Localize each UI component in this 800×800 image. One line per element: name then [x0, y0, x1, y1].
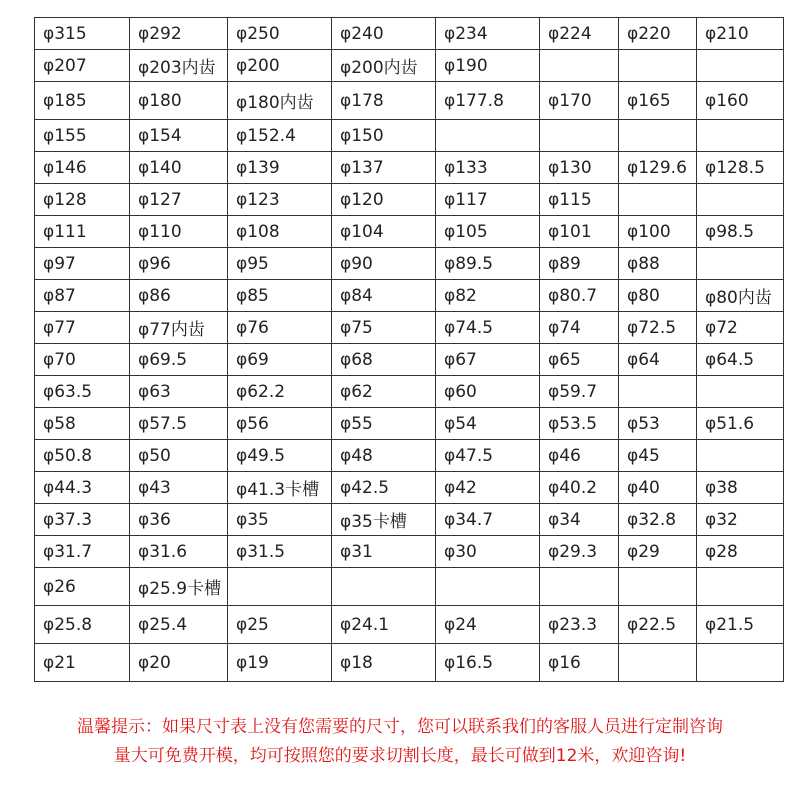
table-cell: φ76	[228, 312, 332, 344]
table-cell: φ203内齿	[130, 50, 228, 82]
table-row	[35, 376, 784, 408]
table-cell: φ36	[130, 504, 228, 536]
table-cell: φ60	[436, 376, 540, 408]
table-cell: φ67	[436, 344, 540, 376]
table-row	[35, 248, 784, 280]
table-cell: φ44.3	[35, 472, 130, 504]
table-cell: φ28	[697, 536, 784, 568]
table-cell: φ41.3卡槽	[228, 472, 332, 504]
table-cell: φ185	[35, 82, 130, 120]
table-cell: φ64.5	[697, 344, 784, 376]
table-cell: φ42.5	[332, 472, 436, 504]
table-cell: φ23.3	[540, 606, 619, 644]
table-cell	[619, 376, 697, 408]
table-cell: φ220	[619, 18, 697, 50]
table-cell: φ105	[436, 216, 540, 248]
size-table	[34, 17, 784, 682]
table-cell	[619, 184, 697, 216]
table-cell: φ34	[540, 504, 619, 536]
table-cell: φ210	[697, 18, 784, 50]
table-cell: φ95	[228, 248, 332, 280]
table-cell: φ47.5	[436, 440, 540, 472]
table-row	[35, 440, 784, 472]
table-cell: φ224	[540, 18, 619, 50]
table-cell: φ31.6	[130, 536, 228, 568]
table-cell: φ80	[619, 280, 697, 312]
table-row	[35, 184, 784, 216]
table-cell: φ155	[35, 120, 130, 152]
table-cell: φ150	[332, 120, 436, 152]
table-cell: φ65	[540, 344, 619, 376]
table-cell: φ29	[619, 536, 697, 568]
table-cell	[697, 568, 784, 606]
table-cell: φ21.5	[697, 606, 784, 644]
table-cell: φ63	[130, 376, 228, 408]
table-cell: φ96	[130, 248, 228, 280]
table-cell: φ32.8	[619, 504, 697, 536]
table-cell: φ64	[619, 344, 697, 376]
table-cell: φ74	[540, 312, 619, 344]
table-cell: φ133	[436, 152, 540, 184]
table-cell: φ250	[228, 18, 332, 50]
table-cell: φ68	[332, 344, 436, 376]
table-cell: φ86	[130, 280, 228, 312]
table-cell: φ89	[540, 248, 619, 280]
table-cell: φ58	[35, 408, 130, 440]
table-cell	[697, 184, 784, 216]
table-cell	[697, 120, 784, 152]
table-cell: φ80.7	[540, 280, 619, 312]
table-cell: φ32	[697, 504, 784, 536]
table-cell: φ101	[540, 216, 619, 248]
table-cell: φ16	[540, 644, 619, 682]
table-cell: φ69	[228, 344, 332, 376]
table-cell: φ120	[332, 184, 436, 216]
table-row	[35, 50, 784, 82]
table-cell: φ46	[540, 440, 619, 472]
table-cell: φ77内齿	[130, 312, 228, 344]
table-cell: φ77	[35, 312, 130, 344]
table-cell: φ34.7	[436, 504, 540, 536]
table-cell: φ111	[35, 216, 130, 248]
table-cell	[436, 120, 540, 152]
table-row	[35, 120, 784, 152]
table-cell: φ207	[35, 50, 130, 82]
table-cell: φ31	[332, 536, 436, 568]
table-cell	[619, 50, 697, 82]
table-cell: φ16.5	[436, 644, 540, 682]
table-cell: φ63.5	[35, 376, 130, 408]
table-cell	[540, 120, 619, 152]
table-cell	[619, 568, 697, 606]
table-cell: φ53	[619, 408, 697, 440]
table-cell: φ29.3	[540, 536, 619, 568]
table-cell: φ128	[35, 184, 130, 216]
notice-line-2: 量大可免费开模，均可按照您的要求切割长度，最长可做到12米，欢迎咨询!	[113, 746, 687, 766]
table-cell: φ37.3	[35, 504, 130, 536]
table-cell: φ292	[130, 18, 228, 50]
table-cell	[697, 50, 784, 82]
table-cell: φ234	[436, 18, 540, 50]
table-cell: φ19	[228, 644, 332, 682]
table-cell: φ50	[130, 440, 228, 472]
table-cell: φ89.5	[436, 248, 540, 280]
table-cell	[436, 568, 540, 606]
table-cell: φ69.5	[130, 344, 228, 376]
table-cell: φ190	[436, 50, 540, 82]
table-cell: φ72.5	[619, 312, 697, 344]
table-cell: φ62	[332, 376, 436, 408]
table-row	[35, 312, 784, 344]
table-cell: φ84	[332, 280, 436, 312]
table-cell: φ62.2	[228, 376, 332, 408]
table-cell: φ127	[130, 184, 228, 216]
table-cell: φ25	[228, 606, 332, 644]
table-cell: φ56	[228, 408, 332, 440]
table-cell: φ31.5	[228, 536, 332, 568]
table-cell: φ53.5	[540, 408, 619, 440]
table-cell: φ35卡槽	[332, 504, 436, 536]
table-cell: φ123	[228, 184, 332, 216]
table-cell: φ82	[436, 280, 540, 312]
table-cell: φ24.1	[332, 606, 436, 644]
notice-line-1: 温馨提示：如果尺寸表上没有您需要的尺寸，您可以联系我们的客服人员进行定制咨询	[77, 717, 723, 737]
table-cell: φ24	[436, 606, 540, 644]
table-cell: φ25.9卡槽	[130, 568, 228, 606]
table-cell: φ140	[130, 152, 228, 184]
table-row	[35, 536, 784, 568]
table-cell: φ104	[332, 216, 436, 248]
table-cell: φ180内齿	[228, 82, 332, 120]
table-cell: φ128.5	[697, 152, 784, 184]
table-cell: φ130	[540, 152, 619, 184]
table-cell: φ129.6	[619, 152, 697, 184]
table-cell: φ25.4	[130, 606, 228, 644]
table-cell: φ108	[228, 216, 332, 248]
table-cell	[697, 440, 784, 472]
table-cell	[540, 50, 619, 82]
table-row	[35, 82, 784, 120]
table-cell	[697, 248, 784, 280]
table-cell: φ70	[35, 344, 130, 376]
table-cell	[619, 644, 697, 682]
table-cell: φ25.8	[35, 606, 130, 644]
table-cell: φ48	[332, 440, 436, 472]
table-cell: φ22.5	[619, 606, 697, 644]
table-cell: φ137	[332, 152, 436, 184]
table-cell: φ97	[35, 248, 130, 280]
table-cell	[619, 120, 697, 152]
table-cell: φ20	[130, 644, 228, 682]
table-cell: φ38	[697, 472, 784, 504]
table-cell: φ55	[332, 408, 436, 440]
table-cell	[697, 644, 784, 682]
table-cell: φ177.8	[436, 82, 540, 120]
table-cell: φ49.5	[228, 440, 332, 472]
table-cell: φ170	[540, 82, 619, 120]
table-cell: φ240	[332, 18, 436, 50]
table-cell: φ85	[228, 280, 332, 312]
table-cell: φ154	[130, 120, 228, 152]
table-cell: φ178	[332, 82, 436, 120]
table-cell: φ75	[332, 312, 436, 344]
table-row	[35, 644, 784, 682]
table-cell: φ18	[332, 644, 436, 682]
table-cell: φ72	[697, 312, 784, 344]
table-cell: φ160	[697, 82, 784, 120]
table-cell: φ110	[130, 216, 228, 248]
table-row	[35, 152, 784, 184]
table-cell: φ315	[35, 18, 130, 50]
table-cell: φ139	[228, 152, 332, 184]
table-cell: φ200内齿	[332, 50, 436, 82]
table-cell: φ42	[436, 472, 540, 504]
table-cell: φ59.7	[540, 376, 619, 408]
table-cell: φ31.7	[35, 536, 130, 568]
table-cell	[228, 568, 332, 606]
table-cell: φ180	[130, 82, 228, 120]
table-cell: φ30	[436, 536, 540, 568]
table-cell: φ57.5	[130, 408, 228, 440]
table-cell: φ200	[228, 50, 332, 82]
table-cell: φ26	[35, 568, 130, 606]
table-cell	[697, 376, 784, 408]
table-row	[35, 408, 784, 440]
table-row	[35, 606, 784, 644]
table-cell: φ90	[332, 248, 436, 280]
table-row	[35, 472, 784, 504]
table-cell: φ43	[130, 472, 228, 504]
table-cell: φ165	[619, 82, 697, 120]
table-cell: φ74.5	[436, 312, 540, 344]
table-cell: φ115	[540, 184, 619, 216]
table-row	[35, 216, 784, 248]
table-cell: φ152.4	[228, 120, 332, 152]
table-cell: φ100	[619, 216, 697, 248]
table-cell: φ88	[619, 248, 697, 280]
table-cell: φ40	[619, 472, 697, 504]
table-row	[35, 344, 784, 376]
table-cell	[540, 568, 619, 606]
table-cell: φ117	[436, 184, 540, 216]
table-row	[35, 568, 784, 606]
table-cell: φ54	[436, 408, 540, 440]
table-cell: φ21	[35, 644, 130, 682]
table-cell: φ50.8	[35, 440, 130, 472]
table-cell: φ80内齿	[697, 280, 784, 312]
table-row	[35, 280, 784, 312]
table-cell: φ45	[619, 440, 697, 472]
table-cell: φ35	[228, 504, 332, 536]
table-cell: φ51.6	[697, 408, 784, 440]
table-cell: φ87	[35, 280, 130, 312]
table-row	[35, 504, 784, 536]
table-cell: φ146	[35, 152, 130, 184]
table-cell: φ98.5	[697, 216, 784, 248]
table-cell	[332, 568, 436, 606]
table-cell: φ40.2	[540, 472, 619, 504]
table-row	[35, 18, 784, 50]
